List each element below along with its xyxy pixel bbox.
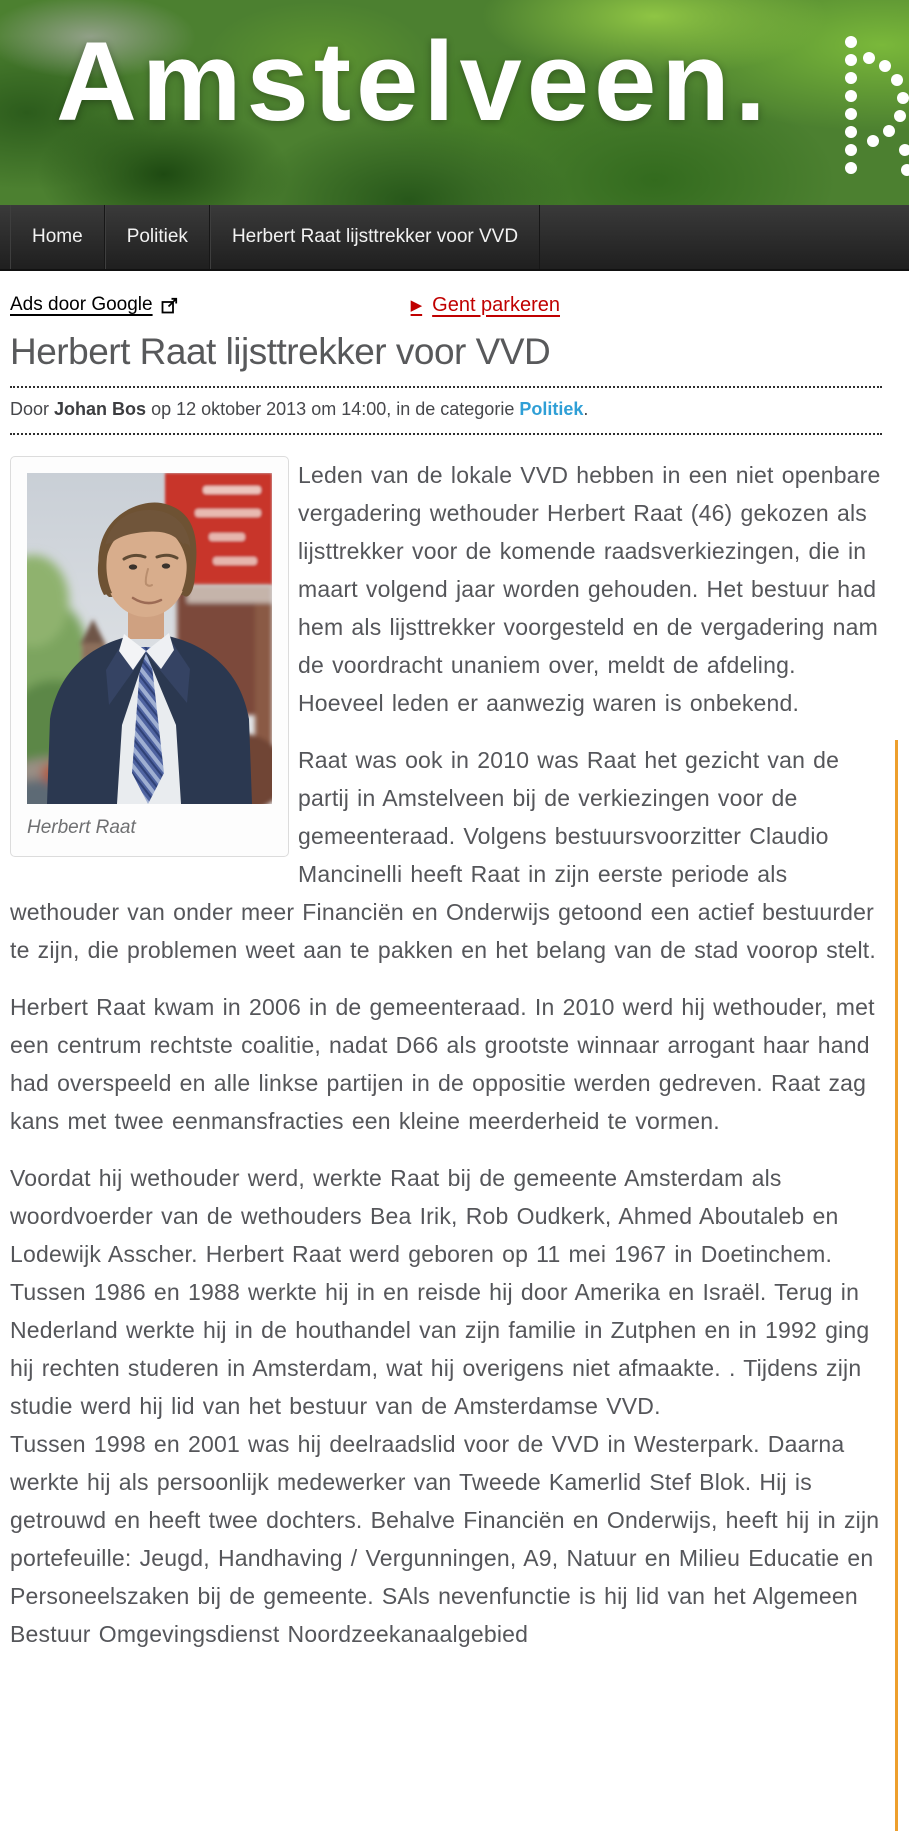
content-area <box>0 292 909 1672</box>
external-link-icon <box>160 296 179 315</box>
nav-item-home[interactable]: Home <box>10 205 105 269</box>
main-nav <box>0 205 909 271</box>
paragraph-4-part-1: Voordat hij wethouder werd, werkte Raat bij de gemeente Amsterdam als woordvoerder van de wethouders Bea Irik, Rob Oudkerk, Ahmed Aboutaleb en Lodewijk Asscher. Herbert Raat werd geboren op 11 mei 1967 in Doetinchem. Tussen 1986 en 1988 werkte hij in en reisde hij door Amerika en Israël. Terug in Nederland werkte hij in de houthandel van zijn familie in Zutphen en in 1992 ging hij rechten studeren in Amsterdam, wat hij overigens niet afmaakte. . Tijdens zijn studie werd hij lid van het bestuur van de Amsterdamse VVD. <box>10 1164 870 1419</box>
photo-caption: Herbert Raat <box>27 816 136 838</box>
nav-item-politiek[interactable]: Politiek <box>105 205 210 269</box>
paragraph-3: Herbert Raat kwam in 2006 in de gemeenteraad. In 2010 werd hij wethouder, met een centrum rechtste coalitie, nadat D66 als grootste winnaar arrogant haar hand had overspeeld en alle linkse partijen in de oppositie werden gedreven. Raat zag kans met twee eenmansfracties een kleine meerderheid te vormen. <box>10 993 875 1134</box>
ads-door-google-link[interactable] <box>10 294 179 316</box>
site-logo[interactable]: Amstelveen. <box>56 19 771 144</box>
byline-prefix: Door <box>10 398 50 419</box>
article-body <box>10 435 882 1672</box>
ads-row <box>10 292 882 318</box>
paragraph-1: Leden van de lokale VVD hebben in een niet openbare vergadering wethouder Herbert Raat (46) gekozen als lijsttrekker voor de komende raadsverkiezingen, die in maart volgend jaar worden gehouden. Het bestuur had hem als lijsttrekker voorgesteld en de vergadering nam de voordracht unaniem over, meldt de afdeling. Hoeveel leden er aanwezig waren is onbekend. <box>298 461 881 716</box>
nav-item-current-article[interactable]: Herbert Raat lijsttrekker voor VVD <box>210 205 540 269</box>
right-edge-rule <box>895 740 898 1831</box>
paragraph-4-part-2: Tussen 1998 en 2001 was hij deelraadslid voor de VVD in Westerpark. Daarna werkte hij als persoonlijk medewerker van Tweede Kamerlid Stef Blok. Hij is getrouwd en heeft twee dochters. Behalve Financiën en Onderwijs, heeft hij in zijn portefeuille: Jeugd, Handhaving / Vergunningen, A9, Natuur en Milieu Educatie en Personeelszaken bij de gemeente. SAls nevenfunctie is hij lid van het Algemeen Bestuur Omgevingsdienst Noordzeekanaalgebied <box>10 1430 880 1647</box>
byline-date: op 12 oktober 2013 om 14:00, in de categorie <box>151 398 515 419</box>
paragraph-4 <box>10 1159 882 1653</box>
site-banner <box>0 0 909 205</box>
article-title: Herbert Raat lijsttrekker voor VVD <box>10 331 551 372</box>
logo-dots-decoration <box>839 0 909 205</box>
sponsored-link[interactable] <box>411 294 560 317</box>
sponsored-link-label: Gent parkeren <box>432 293 560 316</box>
paragraph-2: Raat was ook in 2010 was Raat het gezicht van de partij in Amstelveen bij de verkiezingen voor de gemeenteraad. Volgens bestuursvoorzitter Claudio Mancinelli heeft Raat in zijn eerste periode als wethouder van onder meer Financiën en Onderwijs getoond een actief bestuurder te zijn, die problemen weet aan te pakken en het belang van de stad voorop stelt. <box>10 746 876 963</box>
ads-door-google-label: Ads door Google <box>10 294 153 315</box>
category-link[interactable]: Politiek <box>519 398 584 419</box>
byline-suffix: . <box>583 398 589 419</box>
herbert-raat-photo[interactable] <box>27 473 272 804</box>
play-arrow-icon: ▶ <box>410 296 423 314</box>
author-name: Johan Bos <box>54 398 147 419</box>
article-figure <box>10 456 289 857</box>
byline <box>10 388 882 433</box>
